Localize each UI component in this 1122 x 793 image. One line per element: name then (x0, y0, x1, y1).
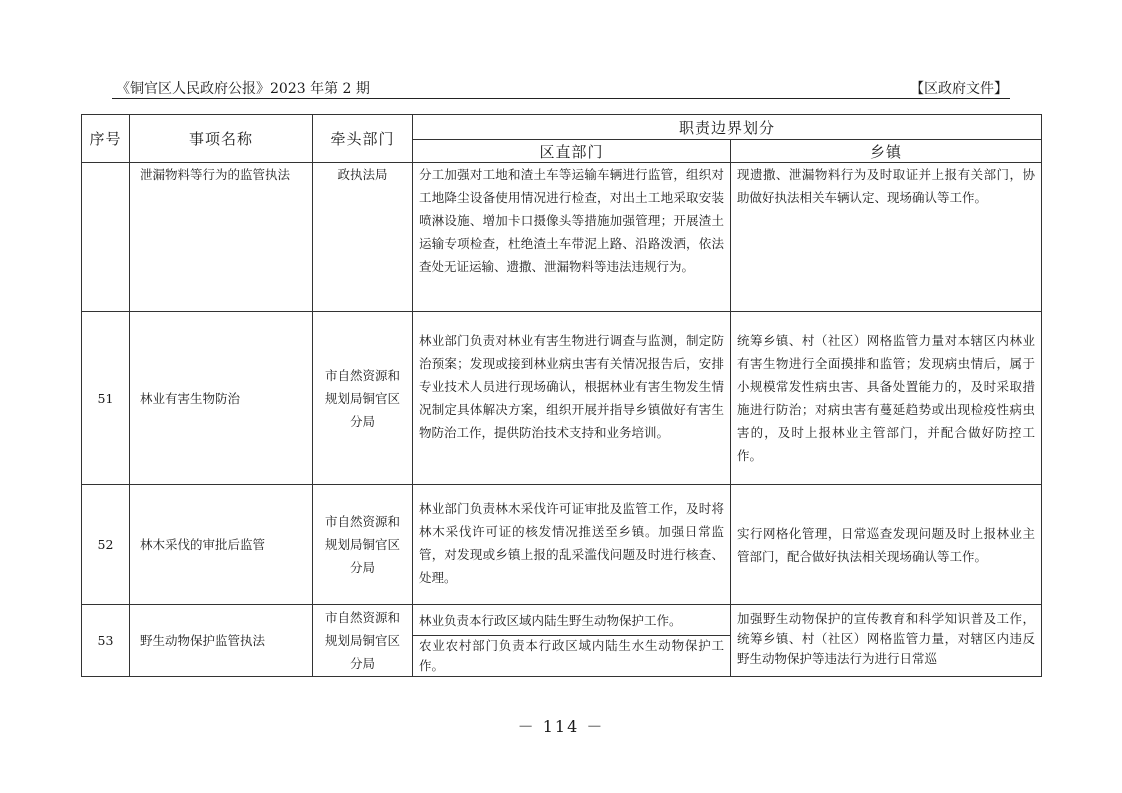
lead-department (313, 605, 413, 677)
town-duty-text: 实行网格化管理，日常巡查发现问题及时上报林业主管部门，配合做好执法相关现场确认等工作。 (737, 525, 1036, 564)
col-header-lead: 牵头部门 (313, 115, 413, 163)
lead-department-text: 政执法局 (337, 167, 388, 182)
col-header-district: 区直部门 (413, 140, 731, 163)
district-duty (413, 485, 731, 605)
town-duty (731, 163, 1042, 312)
district-duty-text: 农业农村部门负责本行政区域内陆生水生动物保护工作。 (419, 638, 724, 673)
duty-boundary-table (81, 114, 1042, 677)
running-header (112, 76, 1010, 99)
district-duty (413, 605, 731, 636)
item-name: 林木采伐的审批后监管 (130, 485, 313, 605)
town-duty (731, 485, 1042, 605)
row-number: 53 (82, 605, 130, 677)
section-label: 【区政府文件】 (910, 81, 1008, 97)
district-duty (413, 636, 731, 677)
district-duty-text: 林业负责本行政区域内陆生野生动物保护工作。 (419, 612, 682, 628)
table-row (82, 163, 1042, 312)
town-duty (731, 312, 1042, 485)
col-header-item: 事项名称 (130, 115, 313, 163)
town-duty-text: 统筹乡镇、村（社区）网格监管力量对本辖区内林业有害生物进行全面摸排和监管；发现病虫情后，属于小规模常发性病虫害、具备处置能力的，及时采取措施进行防治；对病虫害有蔓延趋势或出现检疫性病虫害的，及时上报林业主管部门，并配合做好防控工作。 (737, 333, 1036, 463)
table-header-row (82, 115, 1042, 140)
row-number: 51 (82, 312, 130, 485)
district-duty (413, 163, 731, 312)
row-number (82, 163, 130, 312)
lead-department-text: 市自然资源和规划局铜官区分局 (324, 367, 400, 429)
item-name (130, 163, 313, 312)
item-name-text: 泄漏物料等行为的监管执法 (140, 167, 291, 182)
district-duty-text: 林业部门负责林木采伐许可证审批及监管工作，及时将林木采伐许可证的核发情况推送至乡镇。加强日常监管，对发现或乡镇上报的乱采滥伐问题及时进行核查、处理。 (419, 501, 724, 585)
district-duty-text: 分工加强对工地和渣土车等运输车辆进行监管，组织对工地降尘设备使用情况进行检查，对出土工地采取安装喷淋设施、增加卡口摄像头等措施加强管理；开展渣土运输专项检查，杜绝渣土车带泥上路、沿路泼洒，依法查处无证运输、遗撒、泄漏物料等违法违规行为。 (419, 167, 724, 274)
town-duty (731, 605, 1042, 677)
row-number: 52 (82, 485, 130, 605)
table-row (82, 312, 1042, 485)
lead-department (313, 485, 413, 605)
item-name: 林业有害生物防治 (130, 312, 313, 485)
col-header-town: 乡镇 (731, 140, 1042, 163)
town-duty-text: 现遗撒、泄漏物料行为及时取证并上报有关部门，协助做好执法相关车辆认定、现场确认等工作。 (737, 167, 1036, 205)
lead-department-text: 市自然资源和规划局铜官区分局 (324, 610, 400, 671)
table-row (82, 605, 1042, 636)
col-header-division: 职责边界划分 (413, 115, 1042, 140)
lead-department (313, 312, 413, 485)
page-number: － 114 － (517, 717, 605, 736)
table-row (82, 485, 1042, 605)
bulletin-title: 《铜官区人民政府公报》2023 年第 2 期 (116, 81, 370, 97)
col-header-no: 序号 (82, 115, 130, 163)
district-duty-text: 林业部门负责对林业有害生物进行调查与监测，制定防治预案；发现或接到林业病虫害有关情况报告后，安排专业技术人员进行现场确认，根据林业有害生物发生情况制定具体解决方案，组织开展并指导乡镇做好有害生物防治工作，提供防治技术支持和业务培训。 (419, 333, 724, 440)
district-duty (413, 312, 731, 485)
lead-department-text: 市自然资源和规划局铜官区分局 (324, 514, 400, 575)
lead-department (313, 163, 413, 312)
item-name: 野生动物保护监管执法 (130, 605, 313, 677)
town-duty-text: 加强野生动物保护的宣传教育和科学知识普及工作，统筹乡镇、村（社区）网格监管力量，对辖区内违反野生动物保护等违法行为进行日常巡 (737, 611, 1036, 666)
